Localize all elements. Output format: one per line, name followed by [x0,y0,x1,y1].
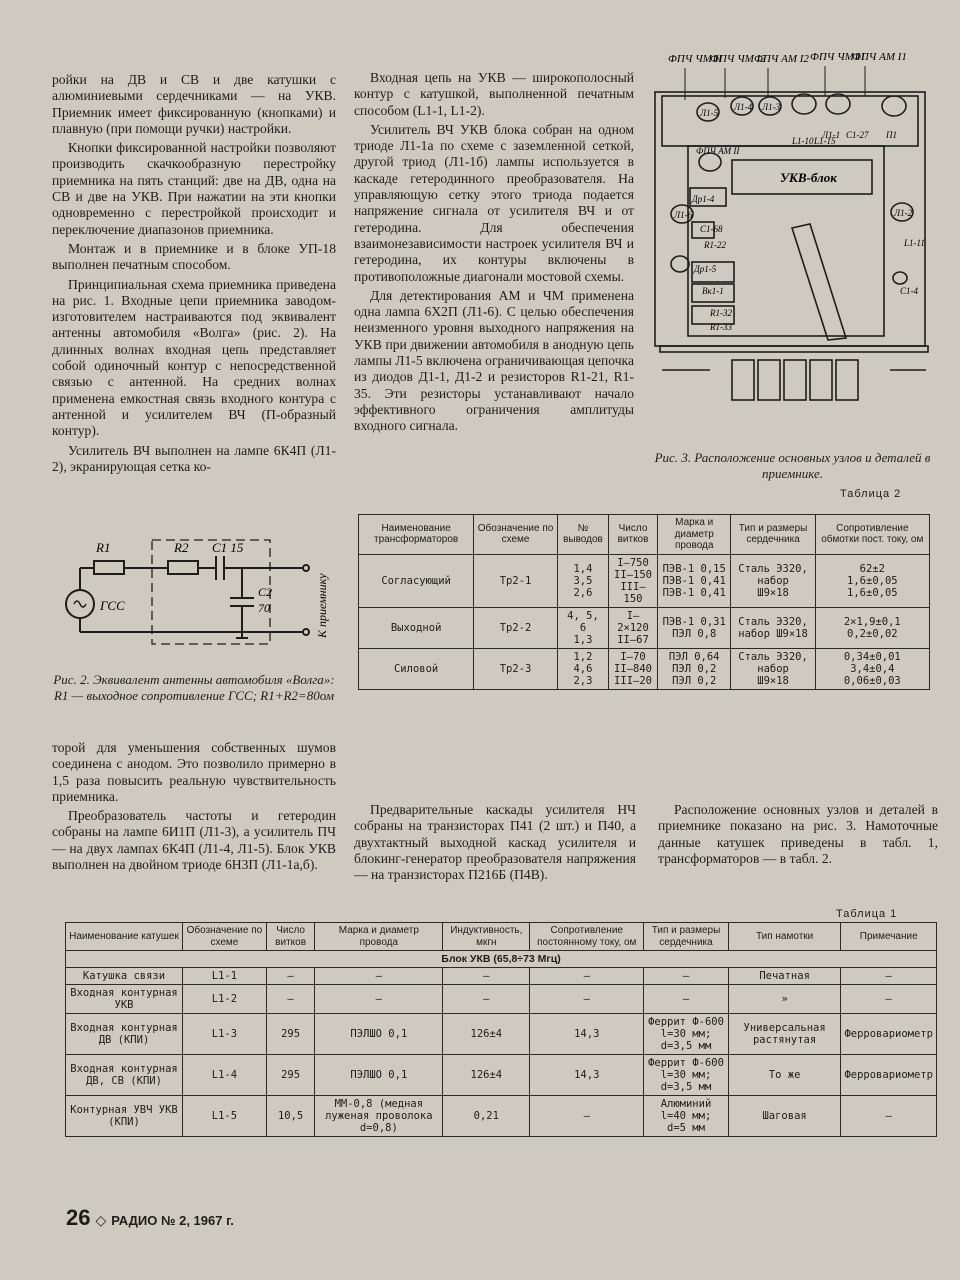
fig3-top-label: ФПЧ ЧМ II [668,53,722,65]
text-column-right-bottom [658,802,938,870]
table-2-transformers [358,514,930,690]
table-cell: 295 [266,1014,315,1055]
table-cell: I—2×120 II—67 [609,607,658,648]
table-cell: — [530,968,644,985]
table-cell: » [728,985,841,1014]
fig3-top-label: ФПЧ ЧМ I2 [710,53,766,65]
table-cell: Феррит Ф-600 l=30 мм; d=3,5 мм [644,1014,729,1055]
column-header: Тип и размеры сердечника [644,923,729,951]
ukv-block-label: УКВ-блок [780,170,837,185]
column-header: Число витков [609,515,658,555]
column-header: Число витков [266,923,315,951]
table-row [66,1096,937,1137]
column-header: Наименование трансформаторов [359,515,474,555]
fig3-part-label: Др1-5 [694,264,717,274]
table-cell: Катушка связи [66,968,183,985]
table-cell: L1-1 [182,968,266,985]
fig3-part-label: R1-22 [704,240,726,250]
table-cell: — [644,985,729,1014]
fig3-part-label: Л1-6 [674,210,693,220]
column-header: Индуктивность, мкгн [443,923,530,951]
column-header: Сопротивление обмотки пост. току, ом [815,515,929,555]
fig3-part-label: Вк1-1 [702,286,724,296]
c2-value: 70 [258,601,270,615]
table-cell: — [841,985,937,1014]
table-cell: ПЭЛШО 0,1 [315,1014,443,1055]
table-cell: L1-2 [182,985,266,1014]
paragraph: Монтаж и в приемнике и в блоке УП-18 выполнен печатным способом. [52,240,336,273]
figure-2-schematic [52,528,342,668]
paragraph: Предварительные каскады усилителя НЧ собраны на транзисторах П41 (2 шт.) и П40, а двухтактный выходной каскад усилителя и блокинг-генератор преобразователя напряжения — на транзисторах П216Б (П4В). [354,802,636,883]
paragraph: Кнопки фиксированной настройки позволяют производить скачкообразную перестройку приемника на пять станций: две на ДВ, одна на СВ и две на УКВ. При нажатии на эти кнопки одновременно с перестройкой происходит и переключение диапазонов приемника. [52,140,336,237]
table-cell: 1,2 4,6 2,3 [557,648,608,689]
table-cell: 62±2 1,6±0,05 1,6±0,05 [815,554,929,607]
table-cell: 14,3 [530,1014,644,1055]
table-cell: Контурная УВЧ УКВ (КПИ) [66,1096,183,1137]
column-header: № выводов [557,515,608,555]
table-cell: Силовой [359,648,474,689]
gss-label: ГСС [100,598,125,613]
table-cell: ПЭЛШО 0,1 [315,1055,443,1096]
fig3-part-label: ФПЧ АМ II [696,146,740,156]
table-cell: 0,34±0,01 3,4±0,4 0,06±0,03 [815,648,929,689]
column-header: Обозначение по схеме [474,515,558,555]
table-cell: Тр2-1 [474,554,558,607]
table-cell: ПЭЛ 0,64 ПЭЛ 0,2 ПЭЛ 0,2 [657,648,731,689]
figure-2-caption: Рис. 2. Эквивалент антенны автомобиля «Волга»: R1 — выходное сопротивление ГСС; R1+R2=80ом [53,672,335,703]
table-cell: I—70 II—840 III—20 [609,648,658,689]
paragraph: Входная цепь на УКВ — широкополосный контур с катушкой, выполненной печатным способом (L1-1, L1-2). [354,70,634,118]
table-cell: — [315,985,443,1014]
table-cell: 1,4 3,5 2,6 [557,554,608,607]
table-cell: — [841,1096,937,1137]
table-cell: Сталь Э320, набор Ш9×18 [731,648,815,689]
table-cell: ПЭВ-1 0,15 ПЭВ-1 0,41 ПЭВ-1 0,41 [657,554,731,607]
r1-resistor [94,561,124,574]
table-row [66,985,937,1014]
table-cell: Сталь Э320, набор Ш9×18 [731,607,815,648]
fig3-part-label: C1-68 [700,224,723,234]
page-number: 26 [66,1205,91,1230]
diamond-icon: ◇ [95,1212,107,1228]
text-column-middle [354,70,634,438]
table-1-coils [65,922,937,1137]
table-cell: L1-3 [182,1014,266,1055]
paragraph: Усилитель ВЧ УКВ блока собран на одном триоде Л1-1а по схеме с заземленной сеткой, другой триод (Л1-1б) лампы используется в каскаде гетеродинного преобразователя. На управляющую сетку этого триода подается напряжение сигнала от усилителя ВЧ и от гетеродина. Для обеспечения взаимонезависимости настроек усилителя ВЧ и гетеродина, их контуры включены в противоположные диагонали мостовой схемы. [354,121,634,284]
table-cell: Выходной [359,607,474,648]
table-cell: Ферровариометр [841,1055,937,1096]
text-column-left-bottom [52,740,336,876]
fig3-top-label: ФПЧ АМ I2 [754,53,809,65]
fig3-part-label: Л1-2 [894,208,913,218]
fig3-part-label: П1 [886,130,897,140]
fig3-part-label: Др1-4 [692,194,715,204]
table-2-caption: Таблица 2 [840,488,902,500]
table-row [66,1055,937,1096]
table-cell: — [266,968,315,985]
table-cell: Входная контурная УКВ [66,985,183,1014]
table-cell: Входная контурная ДВ (КПИ) [66,1014,183,1055]
table-cell: I—750 II—150 III—150 [609,554,658,607]
column-header: Сопротивление постоянному току, ом [530,923,644,951]
table-cell: — [841,968,937,985]
c15-label: C1 15 [212,540,244,555]
fig3-top-label: ФПЧ ЧМ I1 [810,51,866,63]
journal-issue: РАДИО № 2, 1967 г. [111,1213,234,1228]
table-cell: Универсальная растянутая [728,1014,841,1055]
figure-3-caption: Рис. 3. Расположение основных узлов и деталей в приемнике. [654,450,931,481]
table-cell: L1-4 [182,1055,266,1096]
to-receiver-label: К приемнику [315,573,329,638]
table-cell: 0,21 [443,1096,530,1137]
paragraph: Расположение основных узлов и деталей в приемнике показано на рис. 3. Намоточные данные катушек приведены в табл. 1, трансформаторов — в табл. 2. [658,802,938,866]
table-cell: — [530,1096,644,1137]
r1-label: R1 [96,540,111,555]
table-cell: 10,5 [266,1096,315,1137]
table-cell: 4, 5, 6 1,3 [557,607,608,648]
table-cell: Феррит Ф-600 l=30 мм; d=3,5 мм [644,1055,729,1096]
r2-resistor [168,561,198,574]
paragraph: Преобразователь частоты и гетеродин собраны на лампе 6И1П (Л1-3), а усилитель ПЧ — на двух лампах 6К4П (Л1-4, Л1-5). Блок УКВ выполнен на двойном триоде 6Н3П (Л1-1а,б). [52,808,336,873]
text-column-left [52,72,336,478]
table-cell: — [443,985,530,1014]
c2-label: C2 [258,585,273,599]
table-cell: ММ-0,8 (медная луженая проволока d=0,8) [315,1096,443,1137]
table-cell: Согласующий [359,554,474,607]
table-cell: Алюминий l=40 мм; d=5 мм [644,1096,729,1137]
table-cell: Сталь Э320, набор Ш9×18 [731,554,815,607]
fig3-part-label: R1-33 [710,322,732,332]
fig3-part-label: R1-32 [710,308,732,318]
column-header: Наименование катушек [66,923,183,951]
fig3-part-label: L1-10 [792,136,814,146]
fig3-top-label: ФПЧ АМ I1 [852,51,907,63]
table-cell: — [443,968,530,985]
paragraph: Для детектирования АМ и ЧМ применена одна лампа 6Х2П (Л1-6). С целью обеспечения неизменного уровня выходного напряжения на УКВ при движении автомобиля в анодную цепь лампы Л1-5 включена ограничивающая цепочка из диодов Д1-1, Д1-2 и резисторов R1-21, R1-35. Эти резисторы устанавливают начало эффективного ограничения амплитуды входного сигнала. [354,287,634,434]
table-row [359,607,930,648]
table-cell: 126±4 [443,1055,530,1096]
section-row: Блок УКВ (65,8÷73 Мгц) [66,951,937,968]
text-column-middle-bottom [354,802,636,886]
paragraph: торой для уменьшения собственных шумов соединена с анодом. Это позволило примерно в 1,5 раза повысить реальную чувствительность приемника. [52,740,336,804]
fig3-part-label: Л1-1 [822,130,841,140]
fig3-part-label: L1-15 [814,136,836,146]
column-header: Тип намотки [728,923,841,951]
column-header: Обозначение по схеме [182,923,266,951]
table-row [359,554,930,607]
table-cell: — [644,968,729,985]
fig3-part-label: C1-27 [846,130,869,140]
table-cell: Тр2-3 [474,648,558,689]
fig3-part-label: L1-11 [904,238,925,248]
paragraph: Принципиальная схема приемника приведена на рис. 1. Входные цепи приемника заводом-изготовителем настраиваются под эквивалент антенны автомобиля «Волга» (рис. 2). На длинных волнах входная цепь представляет собой одиночный контур с непосредственной связью с антенной. На средних волнах применена емкостная связь входного контура с антенной и усилителем ВЧ (П-образный контур). [52,276,336,439]
figure-3-layout-drawing [650,48,935,448]
fig3-part-label: Л1-5 [700,108,719,118]
page-footer [66,1205,234,1231]
table-cell: — [530,985,644,1014]
table-cell: 126±4 [443,1014,530,1055]
table-cell: Шаговая [728,1096,841,1137]
table-cell: То же [728,1055,841,1096]
table-cell: 14,3 [530,1055,644,1096]
r2-label: R2 [174,540,189,555]
table-row [66,1014,937,1055]
column-header: Марка и диаметр провода [657,515,731,555]
table-cell: — [266,985,315,1014]
paragraph: Усилитель ВЧ выполнен на лампе 6К4П (Л1-2), экранирующая сетка ко- [52,442,336,474]
table-row [66,968,937,985]
table-cell: 295 [266,1055,315,1096]
fig3-part-label: Л1-3 [762,102,781,112]
table-cell: Печатная [728,968,841,985]
table-cell: Входная контурная ДВ, СВ (КПИ) [66,1055,183,1096]
column-header: Тип и размеры сердечника [731,515,815,555]
table-cell: Ферровариометр [841,1014,937,1055]
table-cell: 2×1,9±0,1 0,2±0,02 [815,607,929,648]
column-header: Примечание [841,923,937,951]
fig3-part-label: Л1-4 [734,102,753,112]
table-cell: ПЭВ-1 0,31 ПЭЛ 0,8 [657,607,731,648]
table-1-caption: Таблица 1 [836,908,898,920]
table-cell: Тр2-2 [474,607,558,648]
column-header: Марка и диаметр провода [315,923,443,951]
fig3-part-label: C1-4 [900,286,918,296]
table-row [359,648,930,689]
table-cell: L1-5 [182,1096,266,1137]
table-cell: — [315,968,443,985]
paragraph: ройки на ДВ и СВ и две катушки с алюминиевыми сердечниками — на УКВ. Приемник имеет фиксированную (кнопками) и плавную (при помощи ручки) настройки. [52,72,336,136]
